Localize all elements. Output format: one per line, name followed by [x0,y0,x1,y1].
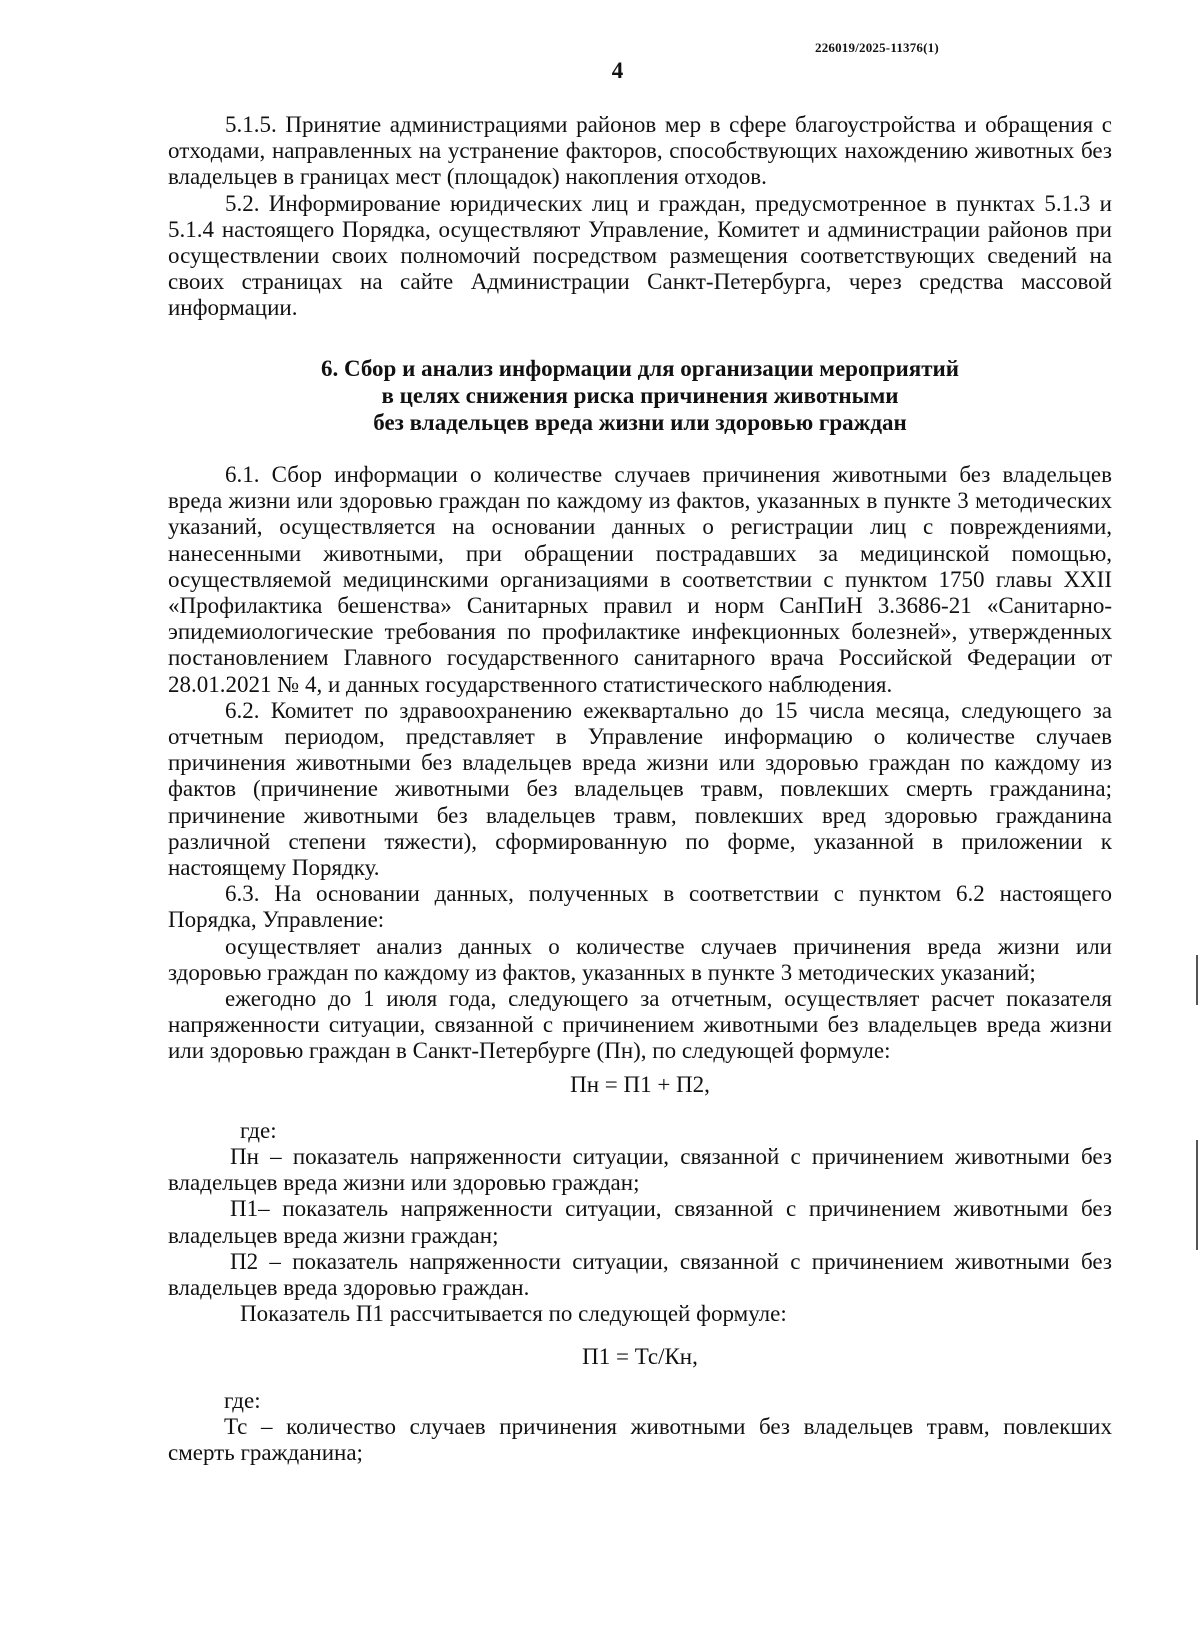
paragraph-p1-calculation: Показатель П1 рассчитывается по следующей формуле: [240,1301,787,1327]
formula-pn: Пн = П1 + П2, [570,1072,710,1097]
paragraph-annual-calculation: ежегодно до 1 июля года, следующего за отчетным, осуществляет расчет показателя напряженности ситуации, связанной с причинением животными без владельцев вреда жизни или здоровью граждан в Санкт-Петербурге (Пн), по следующей формуле: [168,986,1112,1064]
paragraph-6-3: 6.3. На основании данных, полученных в соответствии с пунктом 6.2 настоящего Порядка, Управление: [168,881,1112,933]
formula-p1-block [168,1344,1112,1370]
definitions-block-2 [168,1388,1112,1466]
definitions-block [168,1118,1112,1327]
paragraph-5-2: 5.2. Информирование юридических лиц и граждан, предусмотренное в пунктах 5.1.3 и 5.1.4 настоящего Порядка, осуществляют Управление, Комитет и администрации районов при осуществлении своих полномочий посредством размещения соответствующих сведений на своих страницах на сайте Администрации Санкт-Петербурга, через средства массовой информации. [168,190,1112,321]
paragraph-5-1-5: 5.1.5. Принятие администрациями районов мер в сфере благоустройства и обращения с отходами, направленных на устранение факторов, способствующих нахождению животных без владельцев в границах мест (площадок) накопления отходов. [168,112,1112,190]
definition-p2: П2 – показатель напряженности ситуации, связанной с причинением животными без владельцев вреда здоровью граждан. [168,1248,1112,1301]
section-6-body [168,462,1112,1065]
page-number: 4 [611,58,624,83]
where-label-1: где: [240,1118,277,1143]
section-6-heading-line-1: 6. Сбор и анализ информации для организации мероприятий [320,356,960,381]
section-6-heading-line-3: без владельцев вреда жизни или здоровью граждан [373,410,907,435]
scan-margin-mark [1196,1140,1198,1250]
scan-margin-mark [1196,955,1198,1005]
paragraph-analysis: осуществляет анализ данных о количестве случаев причинения вреда жизни или здоровью граждан по каждому из фактов, указанных в пункте 3 методических указаний; [168,933,1112,985]
definition-tc: Тс – количество случаев причинения животными без владельцев травм, повлекших смерть гражданина; [168,1414,1112,1466]
paragraph-6-2: 6.2. Комитет по здравоохранению ежеквартально до 15 числа месяца, следующего за отчетным периодом, представляет в Управление информацию о количестве случаев причинения животными без владельцев вреда жизни или здоровью граждан по каждому из фактов (причинение животными без владельцев травм, повлекших смерть гражданина; причинение животными без владельцев травм, повлекших вред здоровью гражданина различной степени тяжести), сформированную по форме, указанной в приложении к настоящему Порядку. [168,697,1112,881]
section-5-continuation [168,112,1112,322]
document-registration-number: 226019/2025-11376(1) [815,40,939,55]
formula-pn-block [168,1072,1112,1098]
definition-p1: П1– показатель напряженности ситуации, связанной с причинением животными без владельцев вреда жизни граждан; [168,1196,1112,1248]
definition-pn: Пн – показатель напряженности ситуации, связанной с причинением животными без владельцев вреда жизни или здоровью граждан; [168,1144,1112,1196]
paragraph-6-1: 6.1. Сбор информации о количестве случаев причинения животными без владельцев вреда жизни или здоровью граждан по каждому из фактов, указанных в пункте 3 методических указаний, осуществляется на основании данных о регистрации лиц с повреждениями, нанесенными животными, при обращении пострадавших за медицинской помощью, осуществляемой медицинскими организациями в соответствии с пунктом 1750 главы XXII «Профилактика бешенства» Санитарных правил и норм СанПиН 3.3686-21 «Санитарно-эпидемиологические требования по профилактике инфекционных болезней», утвержденных постановлением Главного государственного санитарного врача Российской Федерации от 28.01.2021 № 4, и данных государственного статистического наблюдения. [168,462,1112,697]
section-6-heading [168,355,1112,436]
where-label-2: где: [224,1388,261,1413]
section-6-heading-line-2: в целях снижения риска причинения животными [381,383,899,408]
formula-p1: П1 = Тс/Кн, [582,1344,698,1369]
